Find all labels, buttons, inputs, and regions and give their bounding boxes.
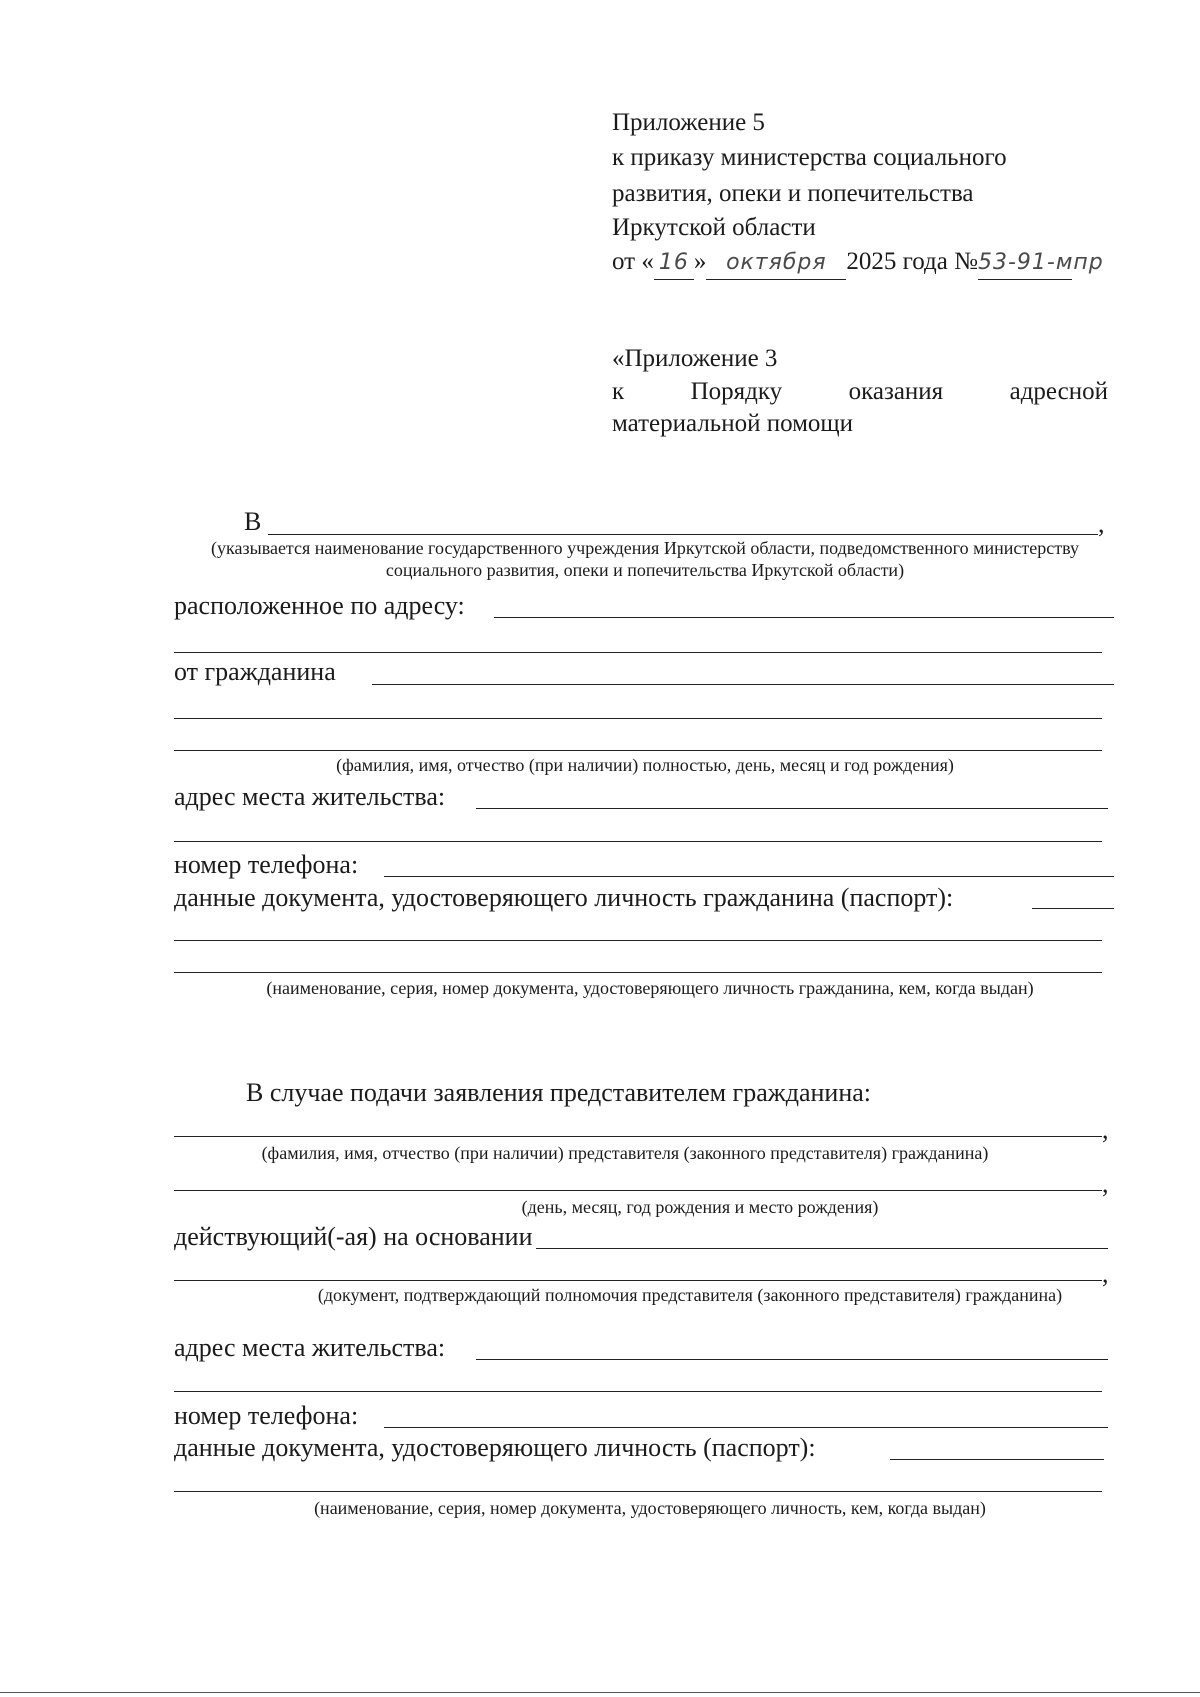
authority-caption: (документ, подтверждающий полномочия представителя (законного представителя) гражданина) <box>317 1285 1063 1305</box>
rep-address-field-2[interactable] <box>174 1391 1102 1392</box>
rep-doc-label: данные документа, удостоверяющего личность (паспорт): <box>174 1433 816 1462</box>
rep-doc-field-2[interactable] <box>174 1491 1102 1492</box>
located-address-field[interactable] <box>494 617 1114 618</box>
citizen-fio-caption: (фамилия, имя, отчество (при наличии) полностью, день, месяц и год рождения) <box>336 755 954 775</box>
date-month <box>706 246 846 280</box>
date-year-text: 2025 года № <box>846 248 978 275</box>
rep-birth-field[interactable] <box>174 1190 1102 1191</box>
address-field-2[interactable] <box>174 841 1102 842</box>
annex-line-3: развития, опеки и попечительства <box>612 180 974 207</box>
rep-phone-label: номер телефона: <box>174 1401 359 1430</box>
citizen-fio-field-2[interactable] <box>174 718 1102 719</box>
located-label: расположенное по адресу: <box>174 591 465 620</box>
date-day-handwritten: 16 <box>658 250 689 275</box>
sub-annex-line-2 <box>612 376 1108 408</box>
rep-doc-field[interactable] <box>890 1459 1104 1460</box>
phone-field[interactable] <box>384 876 1114 877</box>
institution-comma: , <box>1098 509 1105 538</box>
date-mid: » <box>693 248 707 275</box>
date-month-handwritten: октября <box>726 250 827 275</box>
rep-address-field[interactable] <box>476 1359 1108 1360</box>
doc-field-2[interactable] <box>174 940 1102 941</box>
to-letter: В <box>244 507 262 536</box>
phone-label: номер телефона: <box>174 850 359 879</box>
sub-annex-line-3: материальной помощи <box>612 410 854 437</box>
rep-doc-caption: (наименование, серия, номер документа, удостоверяющего личность, кем, когда выдан) <box>314 1498 986 1518</box>
citizen-fio-field[interactable] <box>372 684 1114 685</box>
word-poryadku: Порядку <box>690 378 783 405</box>
institution-caption: (указывается наименование государственного учреждения Иркутской области, подведомственного министерству социального развития, опеки и попечительства Иркутской области) <box>211 538 1079 580</box>
order-date-line <box>612 246 1104 280</box>
order-number <box>977 246 1104 280</box>
word-adresnoy: адресной <box>1009 378 1108 405</box>
acting-basis-field-2[interactable] <box>174 1280 1102 1281</box>
acting-basis-field[interactable] <box>536 1248 1108 1249</box>
annex-line-4: Иркутской области <box>612 214 816 241</box>
sub-annex-title: «Приложение 3 <box>612 345 778 372</box>
annex-title: Приложение 5 <box>612 109 765 136</box>
scan-edge-line <box>0 1692 1200 1693</box>
word-okazaniya: оказания <box>848 378 944 405</box>
rep-fio-caption: (фамилия, имя, отчество (при наличии) представителя (законного представителя) гражданина) <box>261 1143 989 1163</box>
order-number-handwritten: 53-91-мпр <box>977 250 1104 275</box>
doc-caption: (наименование, серия, номер документа, удостоверяющего личность гражданина, кем, когда выдан) <box>266 978 1034 998</box>
acting-label: действующий(-ая) на основании <box>174 1222 533 1251</box>
rep-address-label: адрес места жительства: <box>174 1333 446 1362</box>
date-day <box>654 246 694 280</box>
citizen-fio-field-3[interactable] <box>174 750 1102 751</box>
rep-fio-field[interactable] <box>174 1136 1102 1137</box>
rep-phone-field[interactable] <box>384 1427 1108 1428</box>
annex-line-2: к приказу министерства социального <box>612 144 1007 171</box>
representative-heading: В случае подачи заявления представителем гражданина: <box>246 1078 872 1107</box>
rep-birth-comma: , <box>1102 1169 1109 1198</box>
acting-basis-comma: , <box>1102 1259 1109 1288</box>
located-address-field-2[interactable] <box>174 652 1102 653</box>
word-k: к <box>612 378 625 405</box>
from-label: от гражданина <box>174 657 336 686</box>
rep-fio-comma: , <box>1102 1115 1109 1144</box>
doc-field[interactable] <box>1032 908 1114 909</box>
doc-label: данные документа, удостоверяющего личность гражданина (паспорт): <box>174 883 954 912</box>
doc-field-3[interactable] <box>174 972 1102 973</box>
rep-birth-caption: (день, месяц, год рождения и место рождения) <box>521 1197 879 1217</box>
institution-field[interactable] <box>268 534 1098 535</box>
address-field[interactable] <box>476 808 1108 809</box>
date-prefix: от « <box>612 248 654 275</box>
address-label: адрес места жительства: <box>174 782 446 811</box>
